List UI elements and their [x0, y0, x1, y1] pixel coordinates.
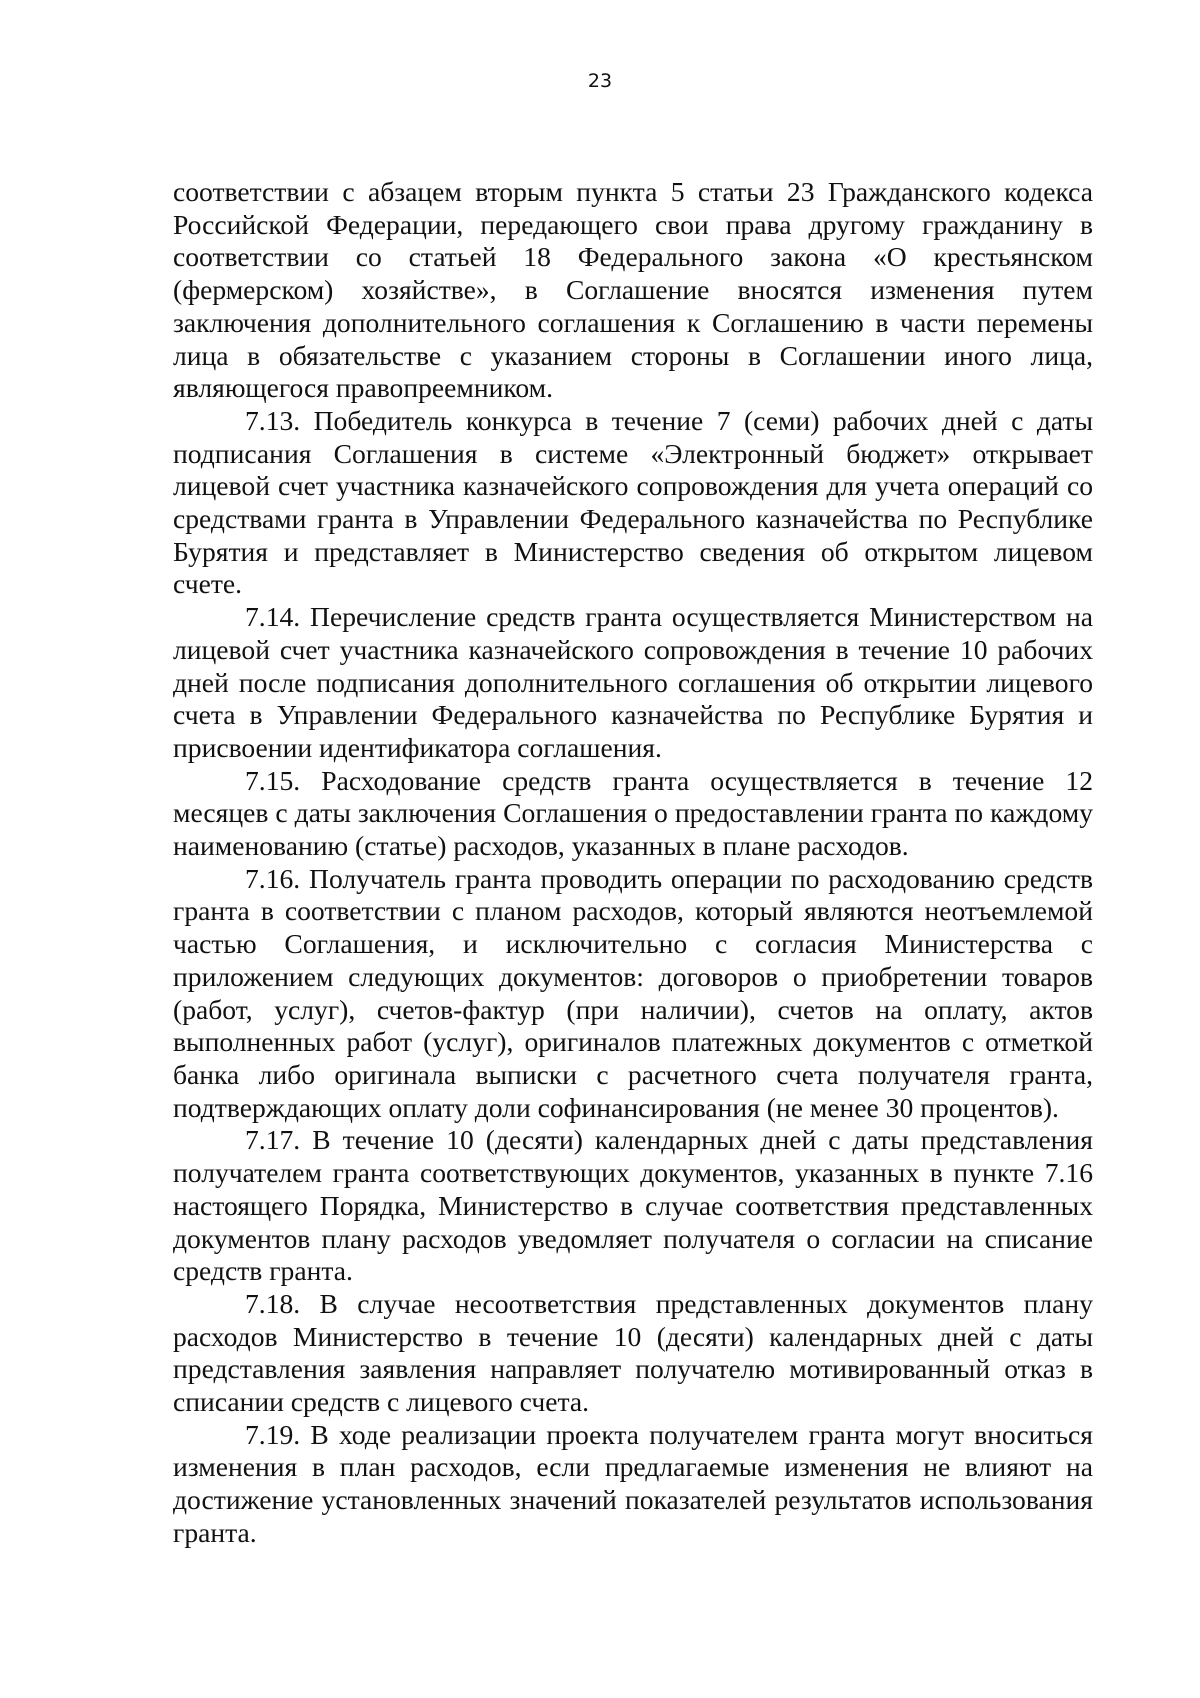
- paragraph-continuation: соответствии с абзацем вторым пункта 5 статьи 23 Гражданского кодекса Российской Федерации, передающего свои права другому гражданину в соответствии со статьей 18 Федерального закона «О крестьянском (фермерском) хозяйстве», в Соглашение вносятся изменения путем заключения дополнительного соглашения к Соглашению в части перемены лица в обязательстве с указанием стороны в Соглашении иного лица, являющегося правопреемником.: [173, 176, 1093, 404]
- paragraph-7-14: 7.14. Перечисление средств гранта осуществляется Министерством на лицевой счет участника казначейского сопровождения в течение 10 рабочих дней после подписания дополнительного соглашения об открытии лицевого счета в Управлении Федерального казначейства по Республике Бурятия и присвоении идентификатора соглашения.: [173, 601, 1093, 763]
- paragraph-7-16: 7.16. Получатель гранта проводить операции по расходованию средств гранта в соответствии с планом расходов, который являются неотъемлемой частью Соглашения, и исключительно с согласия Министерства с приложением следующих документов: договоров о приобретении товаров (работ, услуг), счетов-фактур (при наличии), счетов на оплату, актов выполненных работ (услуг), оригиналов платежных документов с отметкой банка либо оригинала выписки с расчетного счета получателя гранта, подтверждающих оплату доли софинансирования (не менее 30 процентов).: [173, 862, 1093, 1123]
- paragraph-7-18: 7.18. В случае несоответствия представленных документов плану расходов Министерство в течение 10 (десяти) календарных дней с даты представления заявления направляет получателю мотивированный отказ в списании средств с лицевого счета.: [173, 1287, 1093, 1418]
- paragraph-7-13: 7.13. Победитель конкурса в течение 7 (семи) рабочих дней с даты подписания Соглашения в системе «Электронный бюджет» открывает лицевой счет участника казначейского сопровождения для учета операций со средствами гранта в Управлении Федерального казначейства по Республике Бурятия и представляет в Министерство сведения об открытом лицевом счете.: [173, 404, 1093, 600]
- paragraph-7-17: 7.17. В течение 10 (десяти) календарных дней с даты представления получателем гранта соответствующих документов, указанных в пункте 7.16 настоящего Порядка, Министерство в случае соответствия представленных документов плану расходов уведомляет получателя о согласии на списание средств гранта.: [173, 1124, 1093, 1287]
- document-body: [173, 176, 1093, 1550]
- page-number: 23: [587, 70, 613, 92]
- paragraph-7-19: 7.19. В ходе реализации проекта получателем гранта могут вноситься изменения в план расходов, если предлагаемые изменения не влияют на достижение установленных значений показателей результатов использования гранта.: [173, 1418, 1093, 1548]
- paragraph-7-15: 7.15. Расходование средств гранта осуществляется в течение 12 месяцев с даты заключения Соглашения о предоставлении гранта по каждому наименованию (статье) расходов, указанных в плане расходов.: [173, 764, 1093, 862]
